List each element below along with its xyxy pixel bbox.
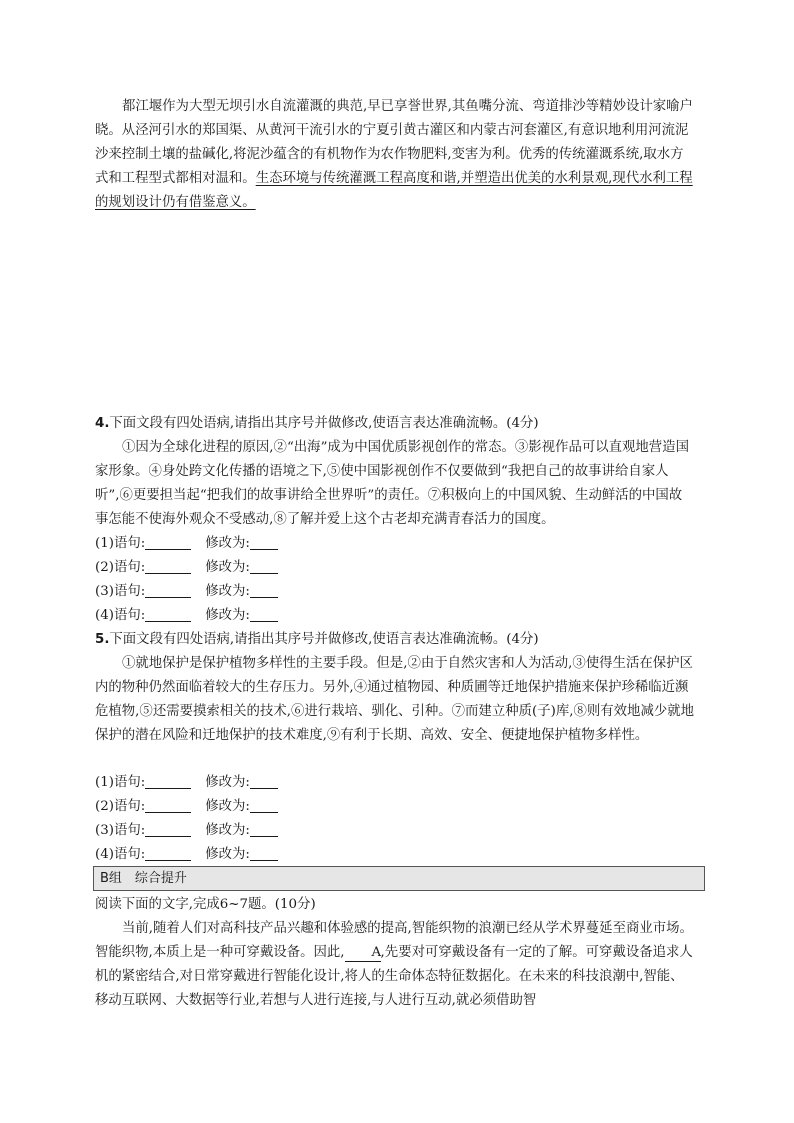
fix-blank[interactable] xyxy=(250,844,278,861)
reading-passage xyxy=(95,917,695,1013)
fix-blank[interactable] xyxy=(250,533,278,550)
sentence-blank[interactable] xyxy=(145,533,191,550)
answer-label: (4)语句: xyxy=(95,608,146,623)
answer-label: (3)语句: xyxy=(95,584,146,599)
blank-a[interactable]: A xyxy=(345,945,381,962)
fix-label: 修改为: xyxy=(205,560,250,575)
sentence-blank[interactable] xyxy=(145,820,191,837)
answer-row xyxy=(95,556,278,580)
fix-label: 修改为: xyxy=(205,584,250,599)
answer-row xyxy=(95,580,278,604)
fix-label: 修改为: xyxy=(205,608,250,623)
sentence-blank[interactable] xyxy=(145,581,191,598)
question-number: 5. xyxy=(95,632,110,647)
question-4-passage: ①因为全球化进程的原因,②“出海”成为中国优质影视创作的常态。③影视作品可以直观地营造国家形象。④身处跨文化传播的语境之下,⑤使中国影视创作不仅要做到“我把自己的故事讲给自家人听”,⑥更要担当起“把我们的故事讲给全世界听”的责任。⑦积极向上的中国风貌、生动鲜活的中国故事怎能不使海外观众不受感动,⑧了解并爱上这个古老却充满青春活力的国度。 xyxy=(95,440,689,527)
sentence-blank[interactable] xyxy=(145,844,191,861)
answer-row xyxy=(95,604,278,628)
fix-label: 修改为: xyxy=(205,823,250,838)
answer-row xyxy=(95,819,278,843)
question-4-prompt xyxy=(95,412,695,436)
sentence-blank[interactable] xyxy=(145,796,191,813)
sentence-blank[interactable] xyxy=(145,772,191,789)
passage-dujiangyan xyxy=(95,95,695,215)
passage-text: 都江堰作为大型无坝引水自流灌溉的典范,早已享誉世界,其鱼嘴分流、弯道排沙等精妙设计家喻户晓。从泾河引水的郑国渠、从黄河干流引水的宁夏引黄古灌区和内蒙古河套灌区,有意识地利用河流泥沙来控制土壤的盐碱化,将泥沙蕴含的有机物作为农作物肥料,变害为利。优秀的传统灌溉系统,取水方式和工程型式都相对温和。 xyxy=(95,99,693,186)
answer-row xyxy=(95,795,278,819)
answer-row xyxy=(95,532,278,556)
fix-blank[interactable] xyxy=(250,581,278,598)
answer-label: (2)语句: xyxy=(95,799,146,814)
answer-row xyxy=(95,771,278,795)
fix-label: 修改为: xyxy=(205,799,250,814)
fix-blank[interactable] xyxy=(250,820,278,837)
fix-label: 修改为: xyxy=(205,536,250,551)
answer-label: (1)语句: xyxy=(95,536,146,551)
sentence-blank[interactable] xyxy=(145,557,191,574)
fix-blank[interactable] xyxy=(250,605,278,622)
answer-label: (1)语句: xyxy=(95,775,146,790)
passage-text: ,先要对可穿戴设备有一定的了解。可穿戴设备追求人机的紧密结合,对日常穿戴进行智能化设计,将人的生命体态特征数据化。在未来的科技浪潮中,智能、移动互联网、大数据等行业,若想与人进行连接,与人进行互动,就必须借助智 xyxy=(95,945,693,1008)
sentence-blank[interactable] xyxy=(145,605,191,622)
question-5-passage: ①就地保护是保护植物多样性的主要手段。但是,②由于自然灾害和人为活动,③使得生活在保护区内的物种仍然面临着较大的生存压力。另外,④通过植物园、种质圃等迁地保护措施来保护珍稀临近濒危植物,⑤还需要摸索相关的技术,⑥进行栽培、驯化、引种。⑦而建立种质(子)库,⑧则有效地减少就地保护的潜在风险和迁地保护的技术难度,⑨有利于长期、高效、安全、便捷地保护植物多样性。 xyxy=(95,656,695,743)
section-b-header: B组 综合提升 xyxy=(93,866,705,891)
underlined-sentence: 生态环境与传统灌溉工程高度和谐,并塑造出优美的水利景观,现代水利工程的规划设计仍有借鉴意义。 xyxy=(95,171,693,210)
question-5-prompt xyxy=(95,628,695,652)
answer-label: (2)语句: xyxy=(95,560,146,575)
answer-label: (4)语句: xyxy=(95,847,146,862)
fix-label: 修改为: xyxy=(205,847,250,862)
question-text: 下面文段有四处语病,请指出其序号并做修改,使语言表达准确流畅。(4分) xyxy=(109,416,539,431)
question-number: 4. xyxy=(95,416,110,431)
question-text: 下面文段有四处语病,请指出其序号并做修改,使语言表达准确流畅。(4分) xyxy=(109,632,539,647)
fix-blank[interactable] xyxy=(250,557,278,574)
fix-label: 修改为: xyxy=(205,775,250,790)
fix-blank[interactable] xyxy=(250,796,278,813)
reading-instruction: 阅读下面的文字,完成6~7题。(10分) xyxy=(95,897,316,912)
fix-blank[interactable] xyxy=(250,772,278,789)
answer-row xyxy=(95,843,278,867)
answer-label: (3)语句: xyxy=(95,823,146,838)
passage-text: 当前,随着人们对高科技产品兴趣和体验感的提高,智能织物的浪潮已经从学术界蔓延至商业市场。智能织物,本质上是一种可穿戴设备。因此, xyxy=(95,921,693,960)
